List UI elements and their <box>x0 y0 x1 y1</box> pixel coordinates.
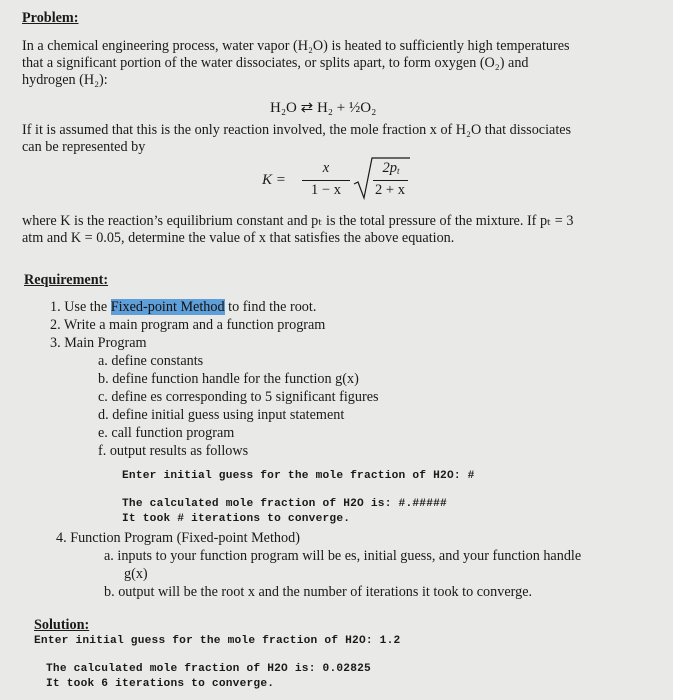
problem-paragraph-line: can be represented by <box>22 139 146 155</box>
highlighted-text: Fixed-point Method <box>110 299 225 315</box>
requirement-item: 1. Use the Fixed-point Method to find the root. <box>50 299 317 315</box>
requirement-subitem: e. call function program <box>98 425 235 441</box>
problem-paragraph-line: In a chemical engineering process, water vapor (H₂O) is heated to sufficiently high temperatures <box>22 38 570 54</box>
requirement-subitem: f. output results as follows <box>98 443 249 459</box>
radical-denominator: 2 + x <box>375 182 405 198</box>
code-sample-prompt: Enter initial guess for the mole fraction of H2O: # <box>122 470 475 482</box>
requirement-item: 4. Function Program (Fixed-point Method) <box>56 530 300 546</box>
solution-output-line: Enter initial guess for the mole fraction of H2O: 1.2 <box>34 635 401 647</box>
solution-output-line: It took 6 iterations to converge. <box>46 678 275 690</box>
requirement-subitem: b. output will be the root x and the number of iterations it took to converge. <box>104 584 533 600</box>
radical-numerator: $2p_t$ <box>382 160 400 176</box>
problem-paragraph-line: atm and K = 0.05, determine the value of x that satisfies the above equation. <box>22 230 455 246</box>
solution-output-line: The calculated mole fraction of H2O is: 0.02825 <box>46 663 371 675</box>
fraction-denominator: 1 − x <box>311 182 341 198</box>
requirement-subitem: c. define es corresponding to 5 significant figures <box>98 389 379 405</box>
radical-fraction-bar <box>373 180 408 181</box>
requirement-subitem: g(x) <box>124 566 148 582</box>
requirement-subitem: b. define function handle for the function g(x) <box>98 371 359 387</box>
fraction-numerator: x <box>322 160 330 176</box>
problem-paragraph-line: If it is assumed that this is the only reaction involved, the mole fraction x of H₂O that dissociates <box>22 122 572 138</box>
fraction-bar <box>302 180 350 181</box>
reaction-equation: H₂O ⇄ H₂ + ½O₂ <box>270 100 377 116</box>
code-sample-output: It took # iterations to converge. <box>122 513 351 525</box>
requirement-subitem: a. define constants <box>98 353 204 369</box>
requirement-heading: Requirement: <box>24 272 109 288</box>
problem-paragraph-line: where K is the reaction’s equilibrium constant and pₜ is the total pressure of the mixture. If pₜ = 3 <box>22 213 574 229</box>
problem-paragraph-line: hydrogen (H₂): <box>22 72 108 88</box>
problem-paragraph-line: that a significant portion of the water dissociates, or splits apart, to form oxygen (O₂) and <box>22 55 529 71</box>
code-sample-output: The calculated mole fraction of H2O is: #.##### <box>122 498 447 510</box>
requirement-subitem: a. inputs to your function program will be es, initial guess, and your function handle <box>104 548 582 564</box>
requirement-item: 2. Write a main program and a function program <box>50 317 326 333</box>
requirement-subitem: d. define initial guess using input statement <box>98 407 345 423</box>
solution-heading: Solution: <box>34 617 90 633</box>
equation-lhs: K = <box>262 172 286 188</box>
problem-heading: Problem: <box>22 10 79 26</box>
requirement-item: 3. Main Program <box>50 335 147 351</box>
